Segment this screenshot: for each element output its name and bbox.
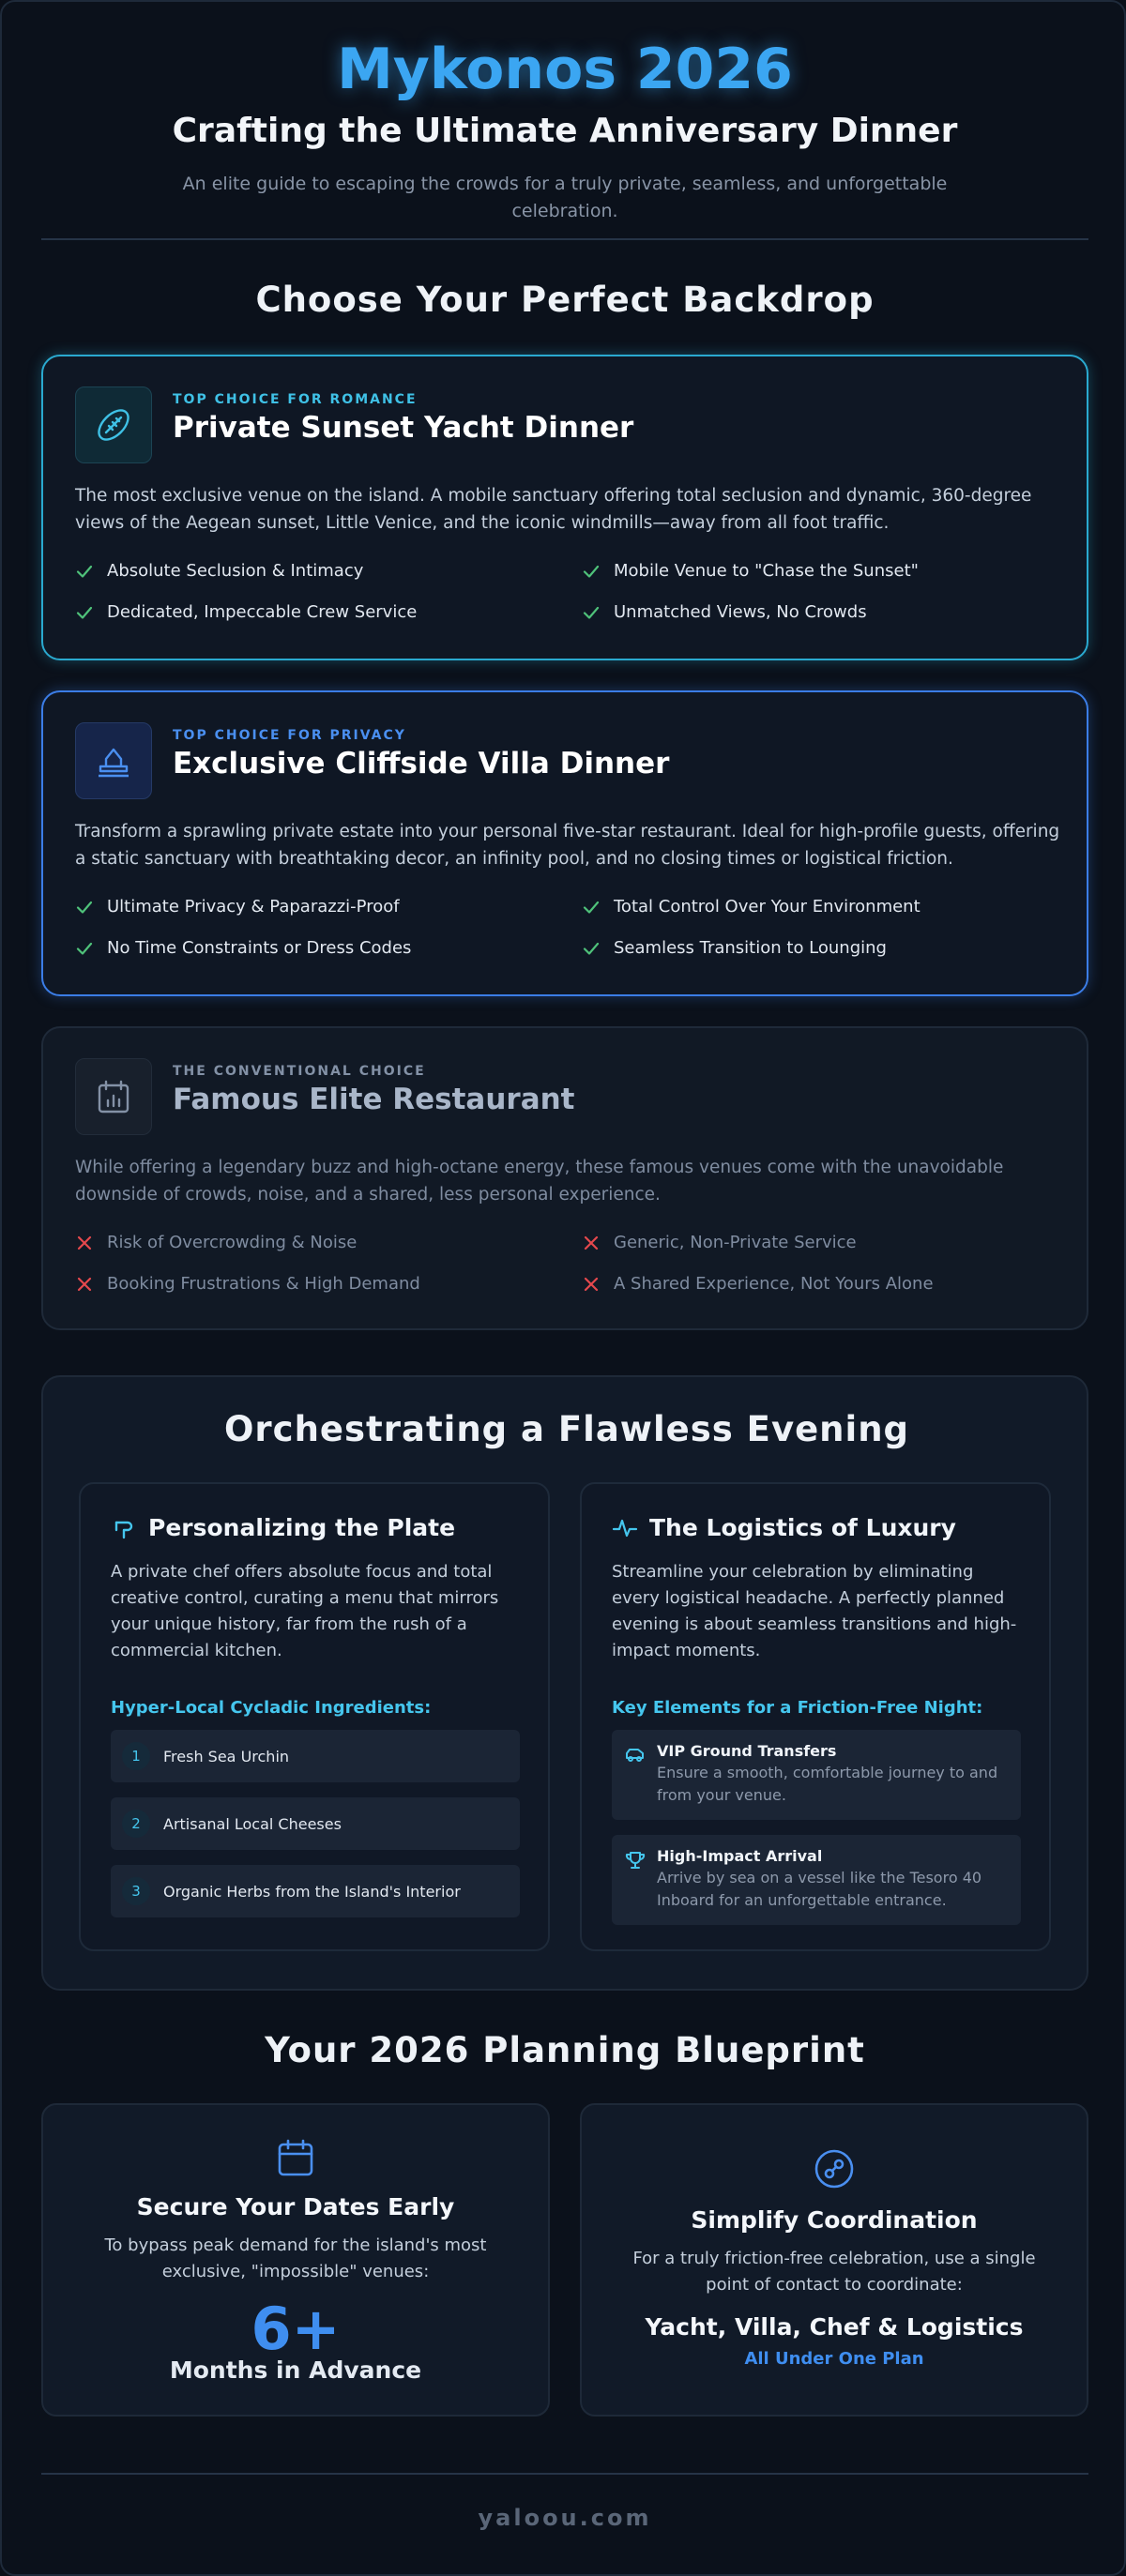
plate-panel [79, 1482, 550, 1951]
card-description: For a truly friction-free celebration, use a single point of contact to coordinate: [632, 2249, 1036, 2295]
feature-item [75, 938, 411, 958]
list-item [111, 1730, 520, 1782]
card-description: While offering a legendary buzz and high-octane energy, these famous venues come with the unavoidable downside of crowds, noise, and a shared, less personal experience. [75, 1158, 1004, 1205]
calendar-icon [43, 2137, 548, 2178]
list-item-label: Artisanal Local Cheeses [163, 1814, 342, 1833]
feature-label: Ultimate Privacy & Paparazzi-Proof [107, 897, 400, 917]
panel-description: Streamline your celebration by eliminating every logistical headache. A perfectly planned evening is about seamless transitions and high-impact moments. [612, 1562, 1017, 1660]
feature-item [75, 1274, 420, 1294]
villa-icon [75, 722, 152, 799]
section-title-blueprint: Your 2026 Planning Blueprint [265, 2030, 865, 2070]
list-item [612, 1730, 1021, 1820]
trophy-icon [625, 1850, 646, 1871]
big-number-caption: Months in Advance [169, 2356, 422, 2384]
page-description: An elite guide to escaping the crowds for a truly private, seamless, and unforgettable celebration. [182, 174, 948, 221]
orchestrating-section [41, 1375, 1088, 1991]
venue-card-restaurant [41, 1026, 1088, 1330]
check-icon [75, 898, 94, 917]
logistics-panel [580, 1482, 1051, 1951]
feature-item [582, 938, 887, 958]
list-item-desc: Arrive by sea on a vessel like the Tesoro 40 Inboard for an unforgettable entrance. [657, 1869, 982, 1909]
check-icon [582, 939, 601, 958]
feature-item [582, 1274, 934, 1294]
list-item-title: High-Impact Arrival [657, 1847, 823, 1865]
dates-card [41, 2103, 550, 2417]
page-title: Mykonos 2026 [337, 37, 793, 102]
check-icon [582, 603, 601, 622]
pulse-icon [612, 1515, 638, 1541]
list-item-number: 1 [122, 1742, 150, 1770]
divider [41, 2473, 1088, 2475]
venue-card-yacht [41, 355, 1088, 660]
card-accent: All Under One Plan [744, 2349, 924, 2369]
big-number: 6+ [251, 2295, 341, 2363]
feature-label: Generic, Non-Private Service [614, 1233, 857, 1252]
cross-icon [582, 1275, 601, 1294]
list-item-label: Organic Herbs from the Island's Interior [163, 1882, 461, 1901]
calendar-chart-icon [75, 1058, 152, 1135]
card-eyebrow: THE CONVENTIONAL CHOICE [173, 1064, 426, 1079]
list-item-desc: Ensure a smooth, comfortable journey to and from your venue. [657, 1764, 998, 1804]
feature-label: Absolute Seclusion & Intimacy [107, 561, 364, 581]
cross-icon [75, 1275, 94, 1294]
list-item-title: VIP Ground Transfers [657, 1742, 837, 1760]
card-title: Private Sunset Yacht Dinner [173, 411, 634, 445]
feature-label: No Time Constraints or Dress Codes [107, 938, 412, 958]
feature-item [75, 561, 363, 581]
feature-item [75, 1233, 357, 1252]
rugby-ball-icon [75, 386, 152, 463]
panel-title: Personalizing the Plate [148, 1514, 456, 1541]
feature-item [582, 602, 867, 622]
list-item-number: 2 [122, 1810, 150, 1838]
list-item [612, 1835, 1021, 1925]
card-description: Transform a sprawling private estate into your personal five-star restaurant. Ideal for high-profile guests, offering a static sanctuary with breathtaking decor, an infinity pool, and no closing times or logistical friction. [75, 822, 1060, 869]
feature-item [75, 602, 417, 622]
card-title: Simplify Coordination [691, 2206, 978, 2234]
list-item-number: 3 [122, 1877, 150, 1905]
cross-icon [75, 1234, 94, 1252]
feature-label: Risk of Overcrowding & Noise [107, 1233, 358, 1252]
brush-icon [111, 1515, 137, 1541]
card-title: Secure Your Dates Early [136, 2193, 455, 2220]
panel-subheading: Key Elements for a Friction-Free Night: [612, 1698, 983, 1718]
check-icon [75, 562, 94, 581]
car-icon [625, 1745, 646, 1765]
card-title: Exclusive Cliffside Villa Dinner [173, 747, 670, 780]
footer-link[interactable]: yaloou.com [478, 2505, 652, 2531]
panel-heading [612, 1514, 956, 1541]
venue-card-villa [41, 690, 1088, 996]
card-title: Famous Elite Restaurant [173, 1083, 575, 1116]
list-item-label: Fresh Sea Urchin [163, 1747, 290, 1765]
feature-label: Total Control Over Your Environment [614, 897, 921, 917]
panel-subheading: Hyper-Local Cycladic Ingredients: [111, 1698, 432, 1718]
card-eyebrow: TOP CHOICE FOR PRIVACY [173, 728, 406, 743]
feature-item [582, 1233, 857, 1252]
check-icon [75, 603, 94, 622]
card-description: The most exclusive venue on the island. A mobile sanctuary offering total seclusion and dynamic, 360-degree views of the Aegean sunset, Little Venice, and the iconic windmills—away from all foot traffic. [75, 486, 1032, 533]
link-icon [582, 2148, 1087, 2190]
feature-item [582, 897, 921, 917]
check-icon [75, 939, 94, 958]
card-highlight: Yacht, Villa, Chef & Logistics [645, 2313, 1024, 2341]
panel-title: The Logistics of Luxury [649, 1514, 956, 1541]
feature-label: Seamless Transition to Lounging [614, 938, 887, 958]
section-title-backdrop: Choose Your Perfect Backdrop [255, 280, 875, 320]
page-subtitle: Crafting the Ultimate Anniversary Dinner [172, 112, 958, 150]
feature-label: Unmatched Views, No Crowds [614, 602, 867, 622]
feature-item [582, 561, 919, 581]
list-item [111, 1797, 520, 1850]
feature-label: A Shared Experience, Not Yours Alone [614, 1274, 934, 1294]
card-eyebrow: TOP CHOICE FOR ROMANCE [173, 392, 418, 407]
feature-label: Dedicated, Impeccable Crew Service [107, 602, 418, 622]
check-icon [582, 898, 601, 917]
divider [41, 238, 1088, 240]
feature-label: Mobile Venue to "Chase the Sunset" [614, 561, 919, 581]
panel-description: A private chef offers absolute focus and total creative control, curating a menu that mirrors your unique history, far from the rush of a commercial kitchen. [111, 1562, 499, 1660]
card-description: To bypass peak demand for the island's most exclusive, "impossible" venues: [104, 2235, 487, 2281]
list-item [111, 1865, 520, 1917]
check-icon [582, 562, 601, 581]
page-header [2, 30, 1126, 225]
panel-heading [111, 1514, 455, 1541]
feature-label: Booking Frustrations & High Demand [107, 1274, 420, 1294]
coordination-card [580, 2103, 1088, 2417]
section-title-orchestrating: Orchestrating a Flawless Evening [223, 1409, 910, 1449]
feature-item [75, 897, 400, 917]
cross-icon [582, 1234, 601, 1252]
